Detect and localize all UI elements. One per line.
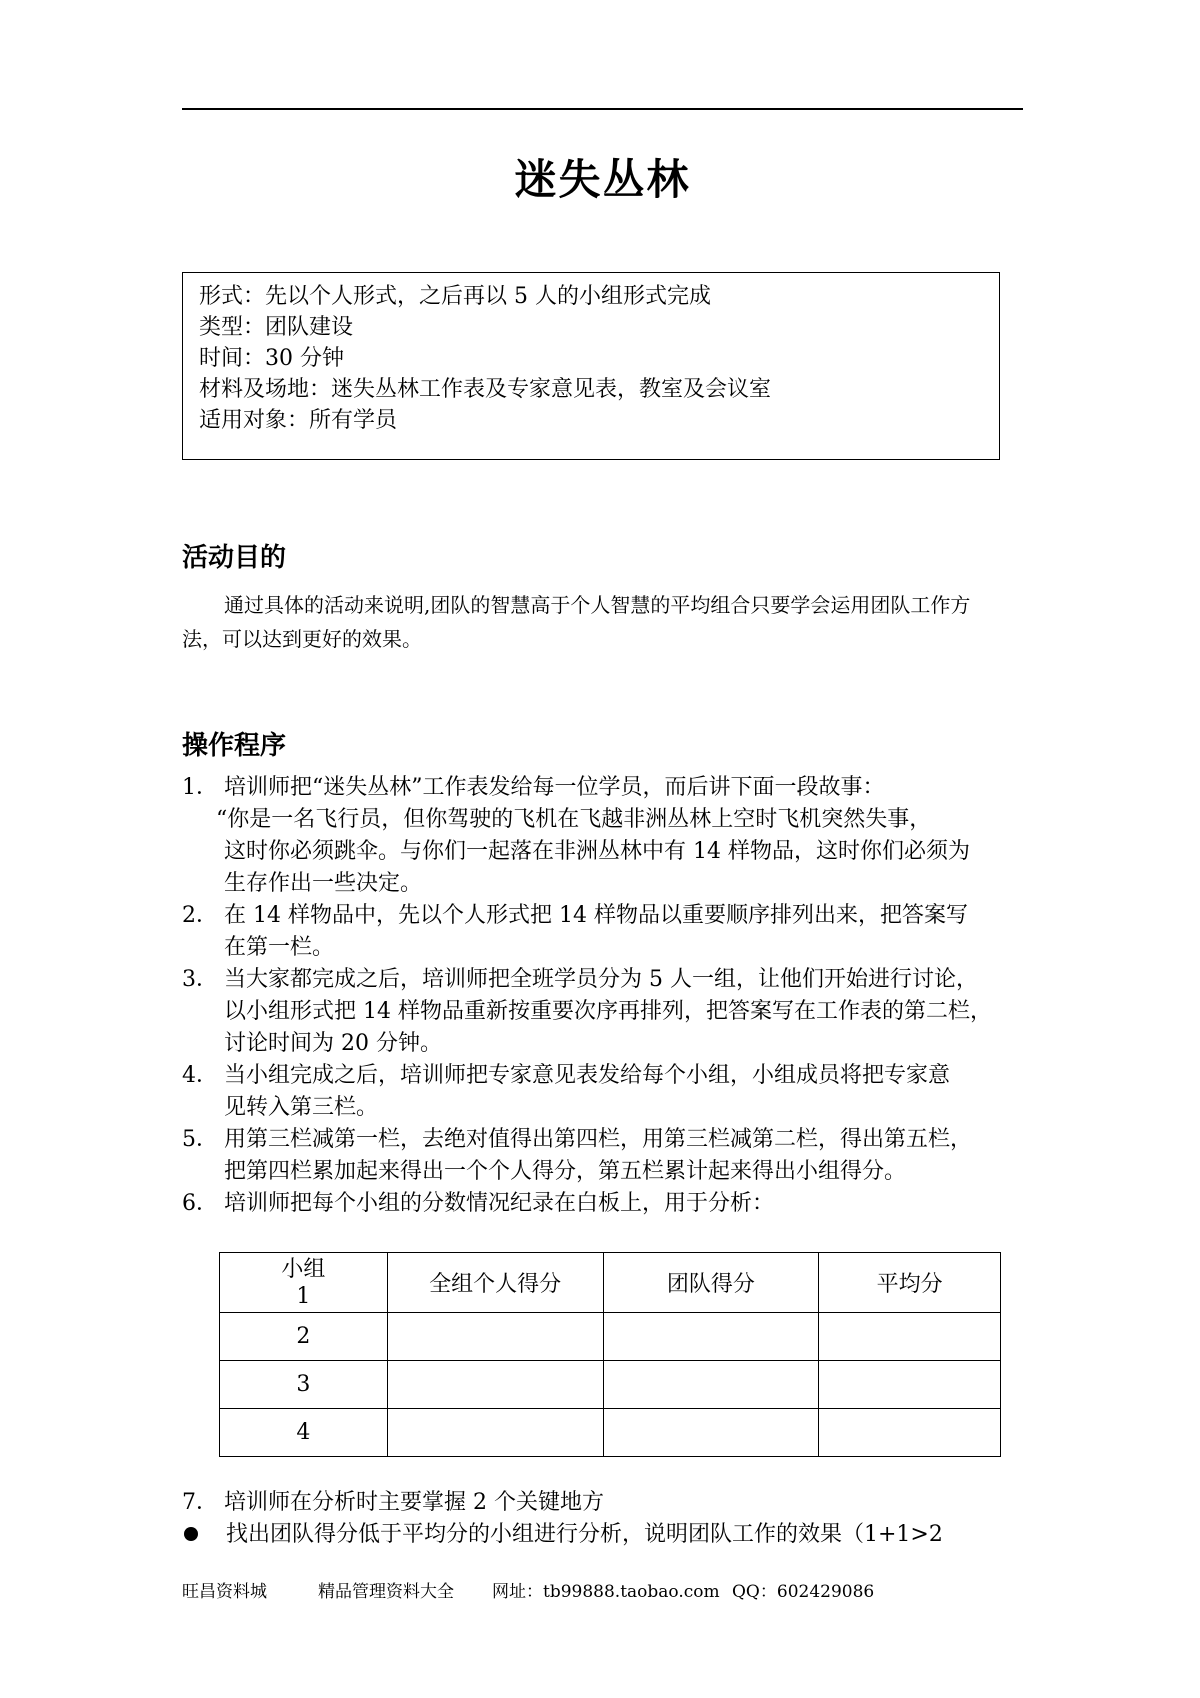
footer-url: 网址：tb99888.taobao.com: [492, 1582, 720, 1602]
objective-line-2: 法，可以达到更好的效果。: [182, 627, 422, 651]
table-row: [220, 1409, 1001, 1457]
info-materials: 材料及场地：迷失丛林工作表及专家意见表，教室及会议室: [199, 377, 772, 402]
procedure-steps: [182, 772, 1032, 1220]
empty-cell: [819, 1361, 1001, 1409]
header-group-label: 小组: [281, 1256, 326, 1282]
objective-paragraph: [182, 588, 1024, 656]
objective-heading: 活动目的: [182, 543, 287, 573]
step-text: 当大家都完成之后，培训师把全班学员分为 5 人一组，让他们开始进行讨论，: [224, 967, 978, 992]
info-audience: 适用对象：所有学员: [199, 408, 398, 433]
table-row: [220, 1361, 1001, 1409]
story-line-2: 这时你必须跳伞。与你们一起落在非洲丛林中有 14 样物品，这时你们必须为: [224, 839, 970, 864]
empty-cell: [603, 1409, 819, 1457]
footer-shop: 旺昌资料城: [182, 1582, 267, 1602]
score-table: [219, 1252, 1001, 1457]
step-number: 6．: [182, 1191, 218, 1216]
table-header-row: [220, 1253, 1001, 1313]
bullet-text: 找出团队得分低于平均分的小组进行分析，说明团队工作的效果（1+1>2: [226, 1522, 943, 1547]
step-text: 以小组形式把 14 样物品重新按重要次序再排列，把答案写在工作表的第二栏，: [224, 999, 992, 1024]
analysis-section: [182, 1487, 1032, 1551]
header-rule: [182, 108, 1023, 110]
step-text: 培训师在分析时主要掌握 2 个关键地方: [224, 1490, 604, 1515]
story-line-1: “你是一名飞行员，但你驾驶的飞机在飞越非洲丛林上空时飞机突然失事，: [216, 807, 932, 832]
group-number-cell: 4: [220, 1409, 388, 1457]
empty-cell: [387, 1409, 603, 1457]
objective-line-1: 通过具体的活动来说明,团队的智慧高于个人智慧的平均组合只要学会运用团队工作方: [224, 593, 971, 617]
header-group-number: 1: [296, 1283, 311, 1309]
bullet-icon: [184, 1527, 198, 1541]
header-group: [220, 1253, 388, 1313]
empty-cell: [387, 1313, 603, 1361]
page-title: 迷失丛林: [514, 155, 691, 204]
step-text: 当小组完成之后，培训师把专家意见表发给每个小组，小组成员将把专家意: [224, 1063, 951, 1088]
step-6: [182, 1188, 1032, 1220]
story-line-3: 生存作出一些决定。: [224, 871, 423, 896]
procedure-heading: 操作程序: [182, 731, 287, 761]
footer-qq: QQ：602429086: [732, 1582, 875, 1602]
step-3: [182, 964, 1032, 1060]
table-row: [220, 1313, 1001, 1361]
info-box: [182, 272, 1000, 460]
step-5: [182, 1124, 1032, 1188]
step-text: 在第一栏。: [224, 935, 335, 960]
group-number-cell: 3: [220, 1361, 388, 1409]
step-text: 见转入第三栏。: [224, 1095, 379, 1120]
step-number: 5．: [182, 1127, 218, 1152]
header-individual-score: 全组个人得分: [387, 1253, 603, 1313]
step-text: 用第三栏减第一栏，去绝对值得出第四栏，用第三栏减第二栏，得出第五栏，: [224, 1127, 973, 1152]
info-time: 时间：30 分钟: [199, 346, 344, 371]
empty-cell: [603, 1361, 819, 1409]
empty-cell: [819, 1409, 1001, 1457]
header-average-score: 平均分: [819, 1253, 1001, 1313]
empty-cell: [819, 1313, 1001, 1361]
empty-cell: [603, 1313, 819, 1361]
step-text: 培训师把每个小组的分数情况纪录在白板上，用于分析：: [224, 1191, 775, 1216]
step-number: 3．: [182, 967, 218, 992]
step-7: [182, 1487, 1032, 1519]
step-text: 在 14 样物品中，先以个人形式把 14 样物品以重要顺序排列出来，把答案写: [224, 903, 968, 928]
step-number: 2．: [182, 903, 218, 928]
page-footer: [182, 1580, 874, 1604]
empty-cell: [387, 1361, 603, 1409]
group-number-cell: 2: [220, 1313, 388, 1361]
step-number: 1．: [182, 775, 218, 800]
step-text: 培训师把“迷失丛林”工作表发给每一位学员，而后讲下面一段故事：: [224, 775, 885, 800]
step-number: 4．: [182, 1063, 218, 1088]
step-text: 把第四栏累加起来得出一个个人得分，第五栏累计起来得出小组得分。: [224, 1159, 907, 1184]
step-number: 7．: [182, 1490, 218, 1515]
step-1: [182, 772, 1032, 900]
step-2: [182, 900, 1032, 964]
bullet-item: [182, 1519, 1032, 1551]
info-form: 形式：先以个人形式，之后再以 5 人的小组形式完成: [199, 284, 711, 309]
footer-collection: 精品管理资料大全: [318, 1582, 454, 1602]
step-4: [182, 1060, 1032, 1124]
step-text: 讨论时间为 20 分钟。: [224, 1031, 442, 1056]
info-type: 类型：团队建设: [199, 315, 354, 340]
header-team-score: 团队得分: [603, 1253, 819, 1313]
